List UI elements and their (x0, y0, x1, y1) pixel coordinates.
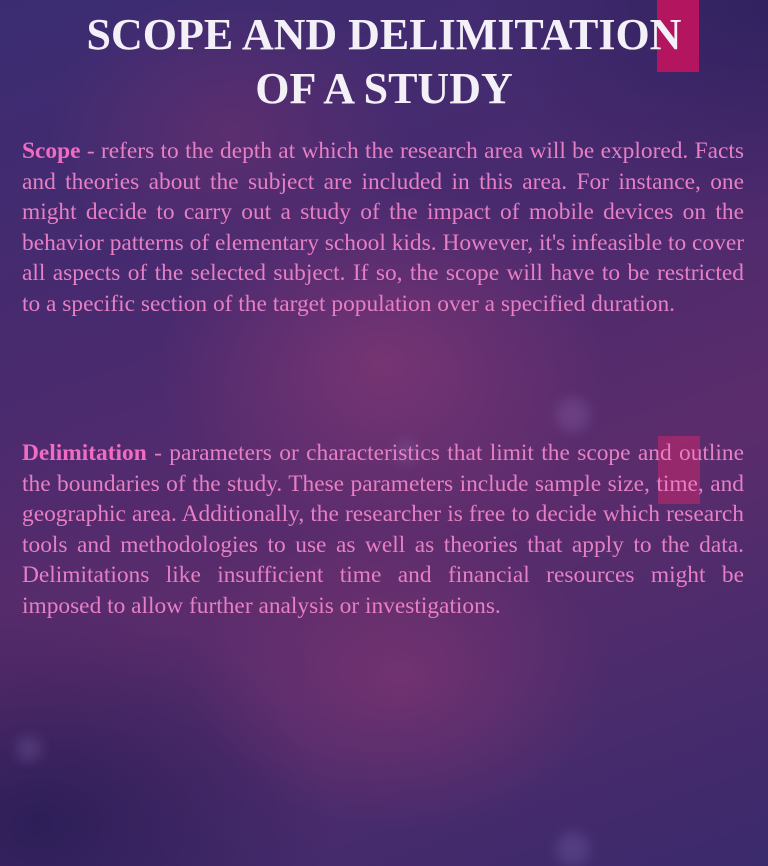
title-line-2: OF A STUDY (255, 64, 513, 113)
scope-term: Scope (22, 138, 81, 164)
delimitation-separator: - (146, 440, 170, 466)
background-bokeh (556, 398, 590, 432)
scope-paragraph (22, 136, 744, 320)
delimitation-term: Delimitation (22, 440, 147, 466)
background-bokeh (16, 736, 42, 762)
slide-title (0, 8, 768, 116)
delimitation-definition: parameters or characteristics that limit the scope and outline the boundaries of the study. These parameters include sample size, time, and geographic area. Additionally, the researcher is free to decide which research tools and methodologies to use as well as theories that apply to the data. Delimitations like insufficient time and financial resources might be imposed to allow further analysis or investigations. (22, 440, 744, 619)
title-line-1: SCOPE AND DELIMITATION (86, 10, 682, 59)
delimitation-paragraph (22, 438, 744, 622)
scope-definition: refers to the depth at which the research area will be explored. Facts and theories about the subject are included in this area. For instance, one might decide to carry out a study of the impact of mobile devices on the behavior patterns of elementary school kids. However, it's infeasible to cover all aspects of the selected subject. If so, the scope will have to be restricted to a specific section of the target population over a specified duration. (22, 138, 744, 317)
scope-separator: - (80, 138, 101, 164)
background-bokeh (556, 832, 590, 866)
